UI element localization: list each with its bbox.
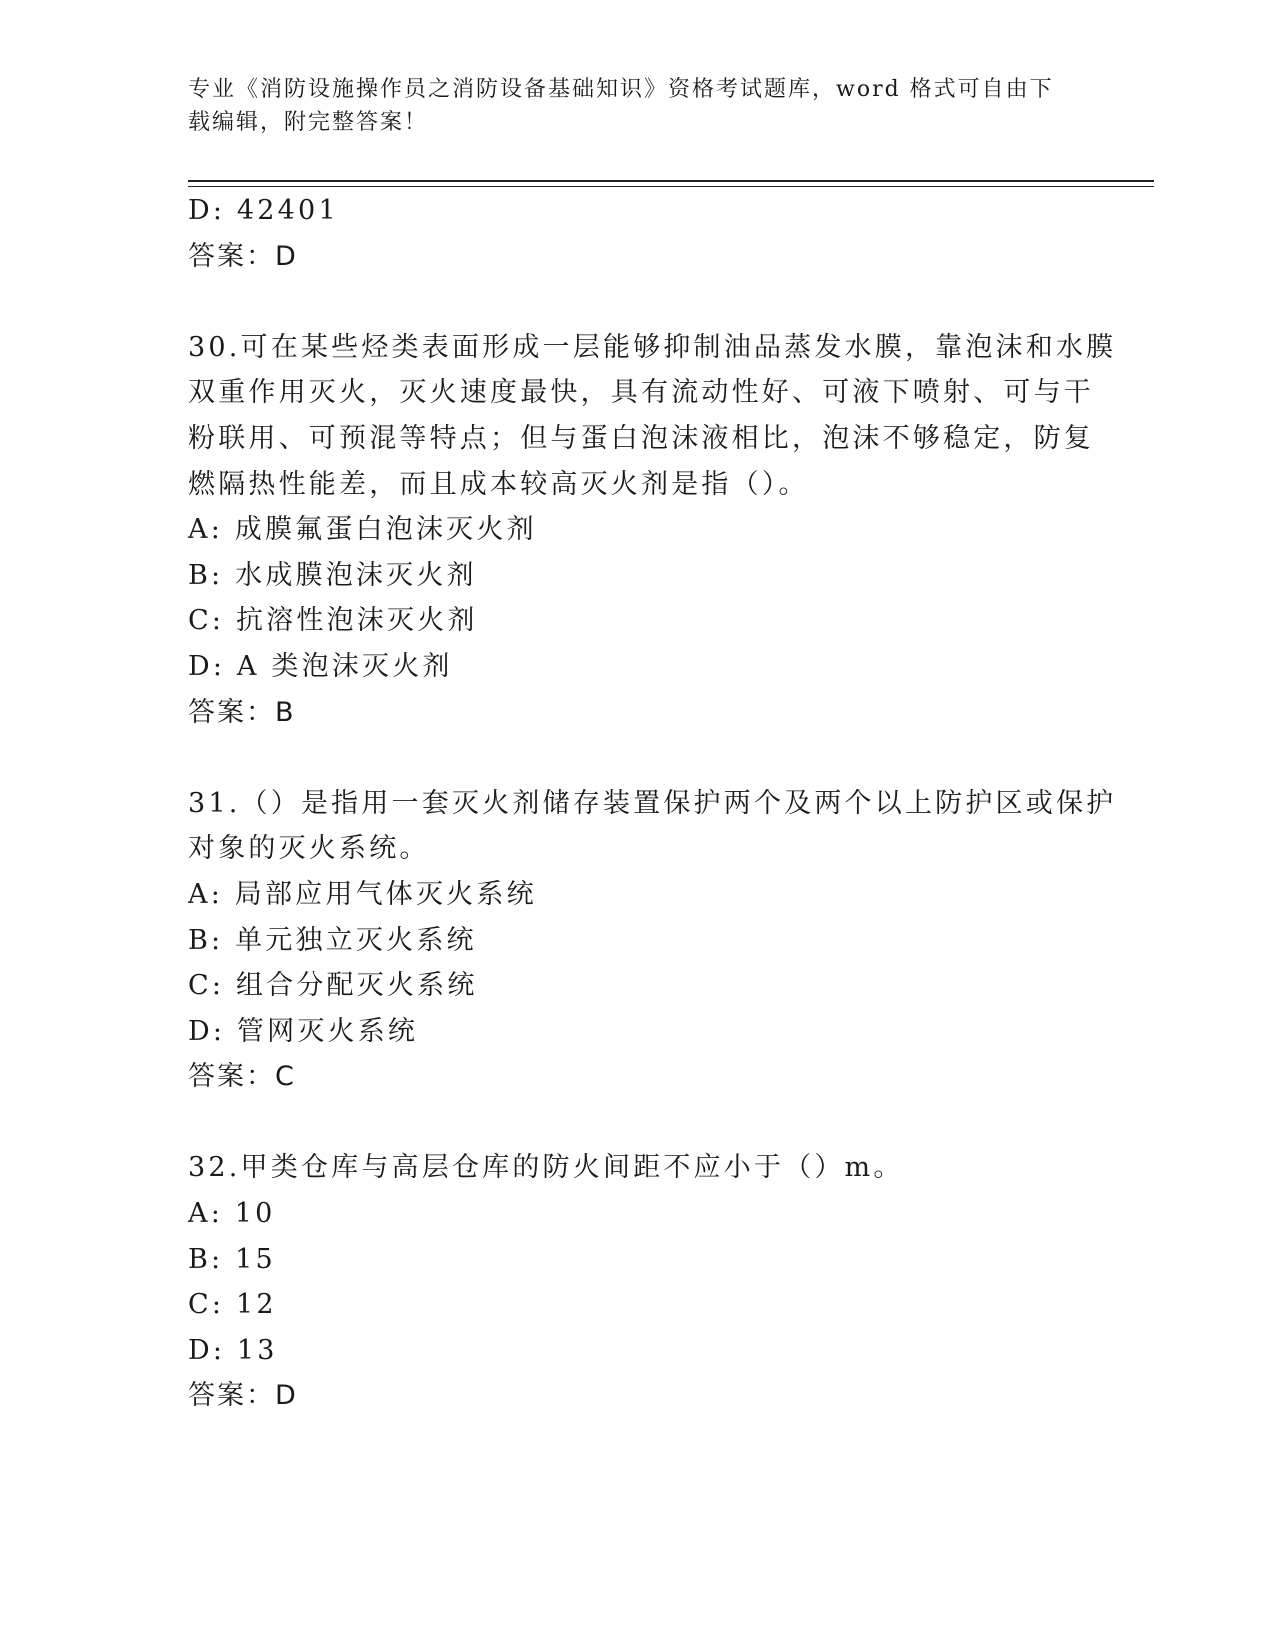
spacer [188,1100,1088,1146]
question-31-option-b: B: 单元独立灭火系统 [188,924,477,956]
question-30-stem-line: 30.可在某些烃类表面形成一层能够抑制油品蒸发水膜，靠泡沫和水膜 [188,331,1117,363]
question-body [188,188,1117,1419]
question-31-stem-line: 31.（）是指用一套灭火剂储存装置保护两个及两个以上防护区或保护 [188,787,1117,819]
spacer [188,279,1088,325]
question-30-option-a: A: 成膜氟蛋白泡沫灭火剂 [188,514,537,546]
header-rule-thick [188,180,1154,182]
question-30-option-d: D: A 类泡沫灭火剂 [188,650,453,682]
question-32-option-b: B: 15 [188,1243,276,1275]
page-header [188,73,1068,139]
spacer [188,735,1088,781]
question-30-stem-line: 燃隔热性能差，而且成本较高灭火剂是指（）。 [188,468,809,500]
question-31 [188,781,1117,1100]
question-30-option-b: B: 水成膜泡沫灭火剂 [188,559,477,591]
question-30-answer: 答案：B [188,696,296,728]
question-31-stem-line: 对象的灭火系统。 [188,833,430,865]
question-32-stem-line: 32.甲类仓库与高层仓库的防火间距不应小于（）m。 [188,1152,904,1184]
question-32-option-a: A: 10 [188,1198,276,1230]
prev-answer: 答案：D [188,240,298,272]
question-30-stem-line: 粉联用、可预混等特点；但与蛋白泡沫液相比，泡沫不够稳定，防复 [188,422,1094,454]
question-32 [188,1145,1088,1419]
question-32-option-d: D: 13 [188,1334,278,1366]
question-32-option-c: C: 12 [188,1289,277,1321]
question-30-stem-line: 双重作用灭火，灭火速度最快，具有流动性好、可液下喷射、可与干 [188,377,1094,409]
header-line-1: 专业《消防设施操作员之消防设备基础知识》资格考试题库，word 格式可自由下 [188,77,1054,102]
question-32-answer: 答案：D [188,1380,298,1412]
question-31-option-c: C: 组合分配灭火系统 [188,970,478,1002]
question-31-option-d: D: 管网灭火系统 [188,1015,419,1047]
question-31-option-a: A: 局部应用气体灭火系统 [188,878,537,910]
prev-option-d: D: 42401 [188,195,339,226]
question-30 [188,325,1117,735]
question-30-option-c: C: 抗溶性泡沫灭火剂 [188,605,478,637]
header-rule-thin [188,186,1154,187]
question-31-answer: 答案：C [188,1061,296,1093]
header-line-2: 载编辑，附完整答案！ [188,110,429,135]
